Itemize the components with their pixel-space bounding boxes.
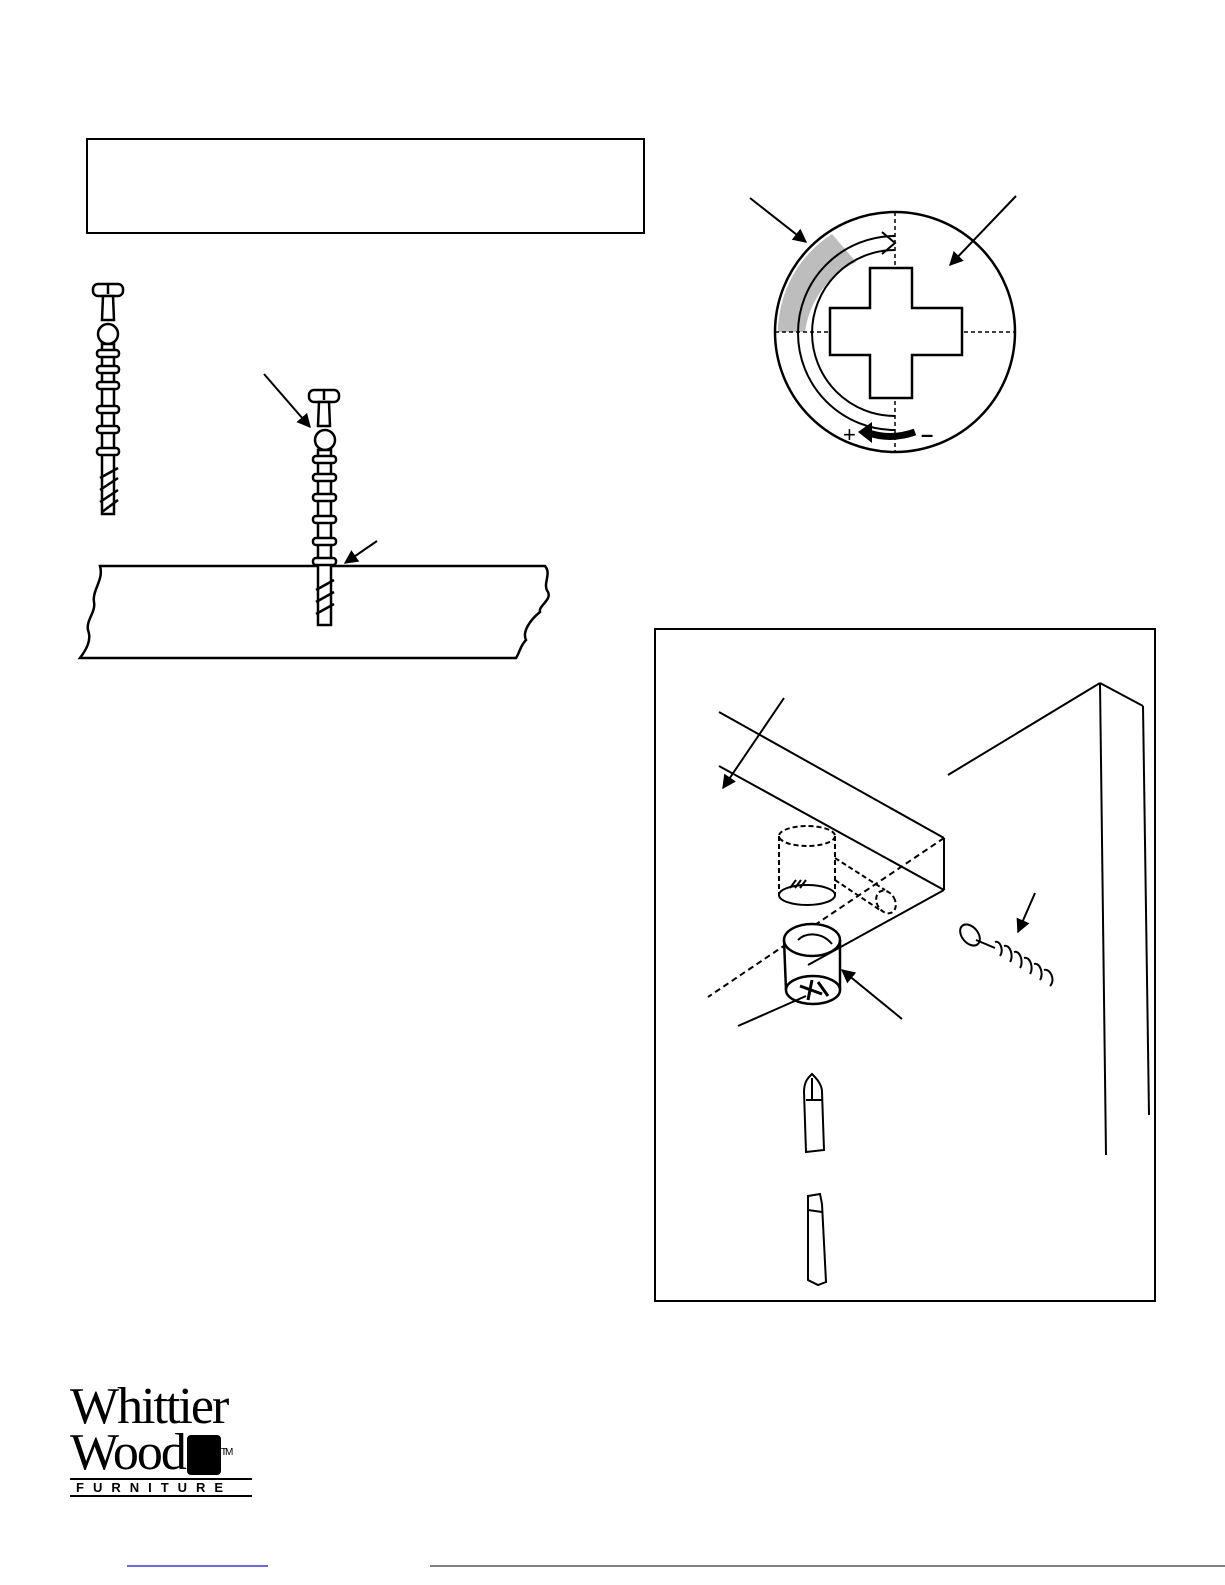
arrow-bolt-head [264, 374, 310, 427]
arrow-cam-fitting [842, 970, 902, 1019]
whittier-wood-logo [70, 1378, 280, 1499]
cam-bolt-installed [309, 390, 339, 625]
arrow-bolt [1018, 893, 1035, 932]
logo-line-1: Whittier [70, 1378, 228, 1435]
footer-rule [0, 1560, 1225, 1585]
leaf-icon [187, 1435, 221, 1475]
dial-minus-sign: – [921, 422, 934, 447]
logo-tagline: FURNITURE [70, 1478, 252, 1497]
arrow-panel-surface [345, 541, 377, 563]
leader-cam-fitting [738, 996, 806, 1026]
arrow-shaded-zone [750, 198, 806, 242]
wood-panel [80, 566, 549, 658]
cam-dial [775, 212, 1015, 452]
cam-bolt-loose [93, 284, 123, 514]
cam-lock-assembly [708, 683, 1149, 1285]
logo-line-2 [70, 1424, 280, 1481]
logo-wood-text: Wood [70, 1424, 185, 1481]
logo-trademark: TM [220, 1447, 232, 1458]
dial-plus-sign: + [843, 422, 856, 447]
